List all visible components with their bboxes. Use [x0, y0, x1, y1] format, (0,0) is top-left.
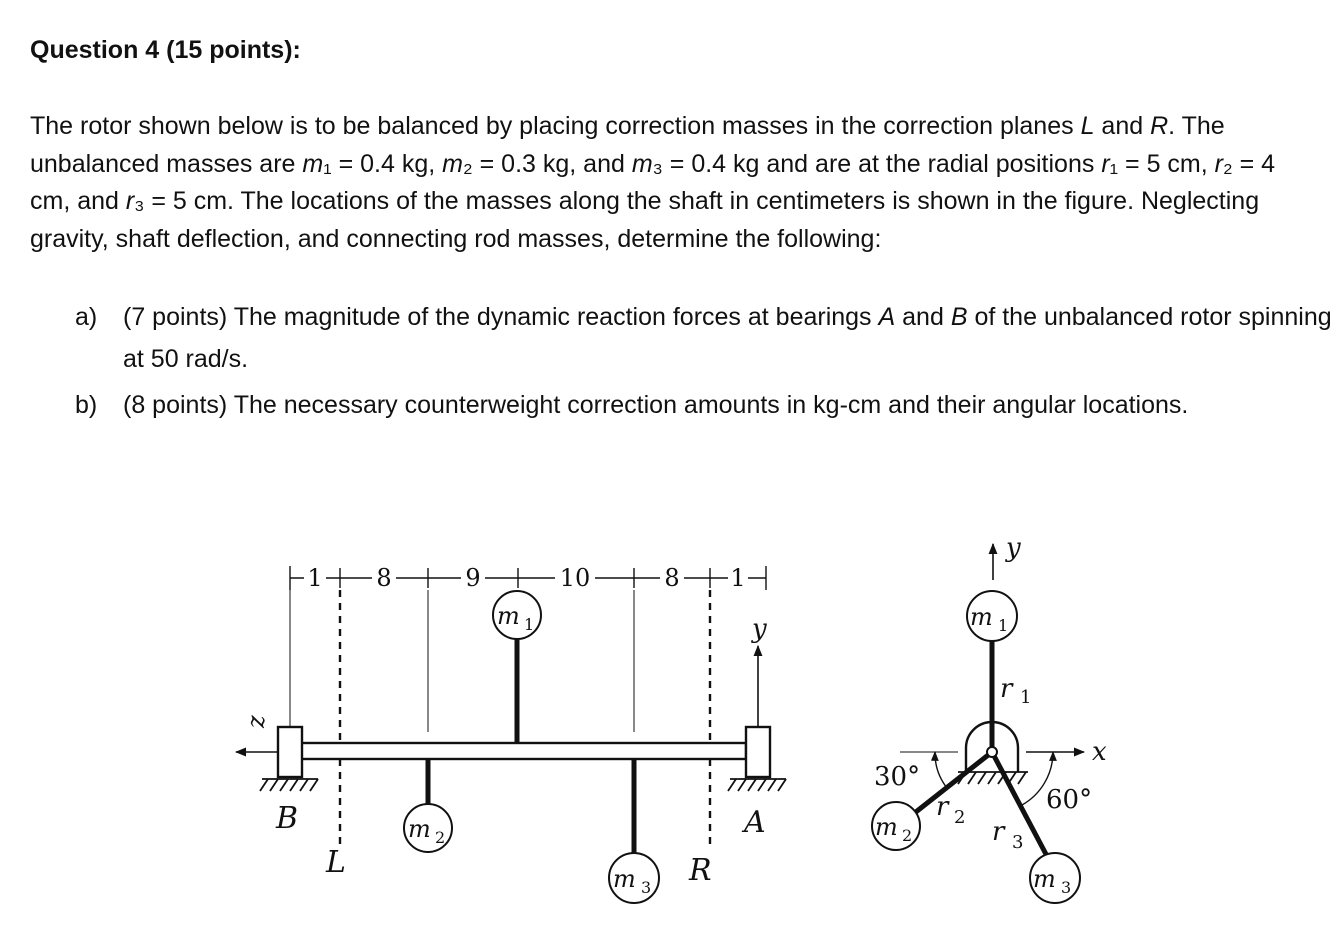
- r2-label: [936, 792, 965, 828]
- mass-m3-end: [1030, 853, 1080, 903]
- part-b-text: (8 points) The necessary counterweight correction amounts in kg-cm and their angular locations.: [123, 391, 1189, 419]
- bearing-B-label: B: [276, 801, 299, 836]
- dim-1-left: 1: [307, 564, 323, 592]
- bearing-A: [746, 727, 770, 777]
- svg-text:m: m: [613, 865, 636, 893]
- mass-m3-side: [609, 853, 659, 903]
- problem-statement: The rotor shown below is to be balanced by placing correction masses in the correction planes L and R. The unbalanced masses are m₁ = 0.4 kg, m₂ = 0.3 kg, and m₃ = 0.4 kg and are at the radial positions r₁ = 5 cm, r₂ = 4 cm, and r₃ = 5 cm. The locations of the masses along the shaft in centimeters is shown in the figure. Neglecting gravity, shaft deflection, and connecting rod masses, determine the following:: [30, 112, 1276, 253]
- svg-text:m: m: [497, 602, 520, 630]
- end-x-axis-label: x: [1092, 737, 1107, 767]
- svg-text:m: m: [970, 603, 993, 631]
- dim-9: 9: [465, 564, 481, 592]
- svg-text:2: 2: [954, 807, 966, 828]
- svg-text:2: 2: [902, 826, 913, 845]
- svg-text:3: 3: [641, 878, 652, 897]
- extension-lines: [290, 590, 634, 732]
- part-b-label: b): [75, 391, 98, 419]
- dim-10: 10: [559, 564, 591, 592]
- svg-text:r: r: [1000, 674, 1013, 704]
- r1-label: [1000, 674, 1031, 708]
- bearing-B: [278, 727, 302, 777]
- angle-30-label: 30°: [874, 762, 921, 792]
- dimension-line: [290, 566, 766, 590]
- mass-m2-side: [404, 804, 452, 852]
- bearing-A-label: A: [744, 805, 766, 840]
- plane-R-label: R: [689, 853, 712, 888]
- r3-label: [992, 817, 1023, 853]
- svg-text:1: 1: [524, 615, 535, 634]
- svg-text:r: r: [992, 817, 1005, 847]
- angle-30-arc: [935, 752, 947, 788]
- ground-hatch-A: [728, 779, 786, 791]
- svg-text:r: r: [936, 792, 949, 822]
- svg-text:1: 1: [998, 616, 1009, 635]
- svg-text:1: 1: [1020, 687, 1032, 708]
- end-y-axis-label: y: [1006, 533, 1021, 563]
- end-ground-hatch: [958, 772, 1028, 784]
- part-a-text: (7 points) The magnitude of the dynamic reaction forces at bearings A and B of the unbalanced rotor spinning at 50 rad/s.: [123, 303, 1332, 373]
- svg-text:3: 3: [1061, 878, 1072, 897]
- rotor-end-view-figure: [872, 533, 1107, 903]
- part-a-label: a): [75, 303, 98, 331]
- svg-text:3: 3: [1012, 832, 1024, 853]
- svg-text:2: 2: [435, 828, 446, 847]
- question-title: Question 4 (15 points):: [30, 36, 301, 64]
- svg-text:m: m: [1033, 865, 1056, 893]
- svg-text:m: m: [408, 815, 431, 843]
- ground-hatch-B: [260, 779, 318, 791]
- mass-m1-end: [967, 591, 1017, 641]
- hub-pin: [987, 747, 997, 757]
- shaft: [300, 743, 746, 759]
- dim-8-right: 8: [664, 564, 680, 592]
- mass-m1-side: [493, 591, 541, 639]
- z-axis-label: z: [242, 715, 270, 728]
- angle-60-label: 60°: [1046, 785, 1093, 815]
- dim-1-right: 1: [730, 564, 746, 592]
- svg-text:m: m: [875, 813, 898, 841]
- plane-L-label: L: [326, 845, 346, 880]
- dim-8-left: 8: [376, 564, 392, 592]
- y-axis-label: y: [752, 614, 767, 644]
- mass-m2-end: [872, 802, 920, 850]
